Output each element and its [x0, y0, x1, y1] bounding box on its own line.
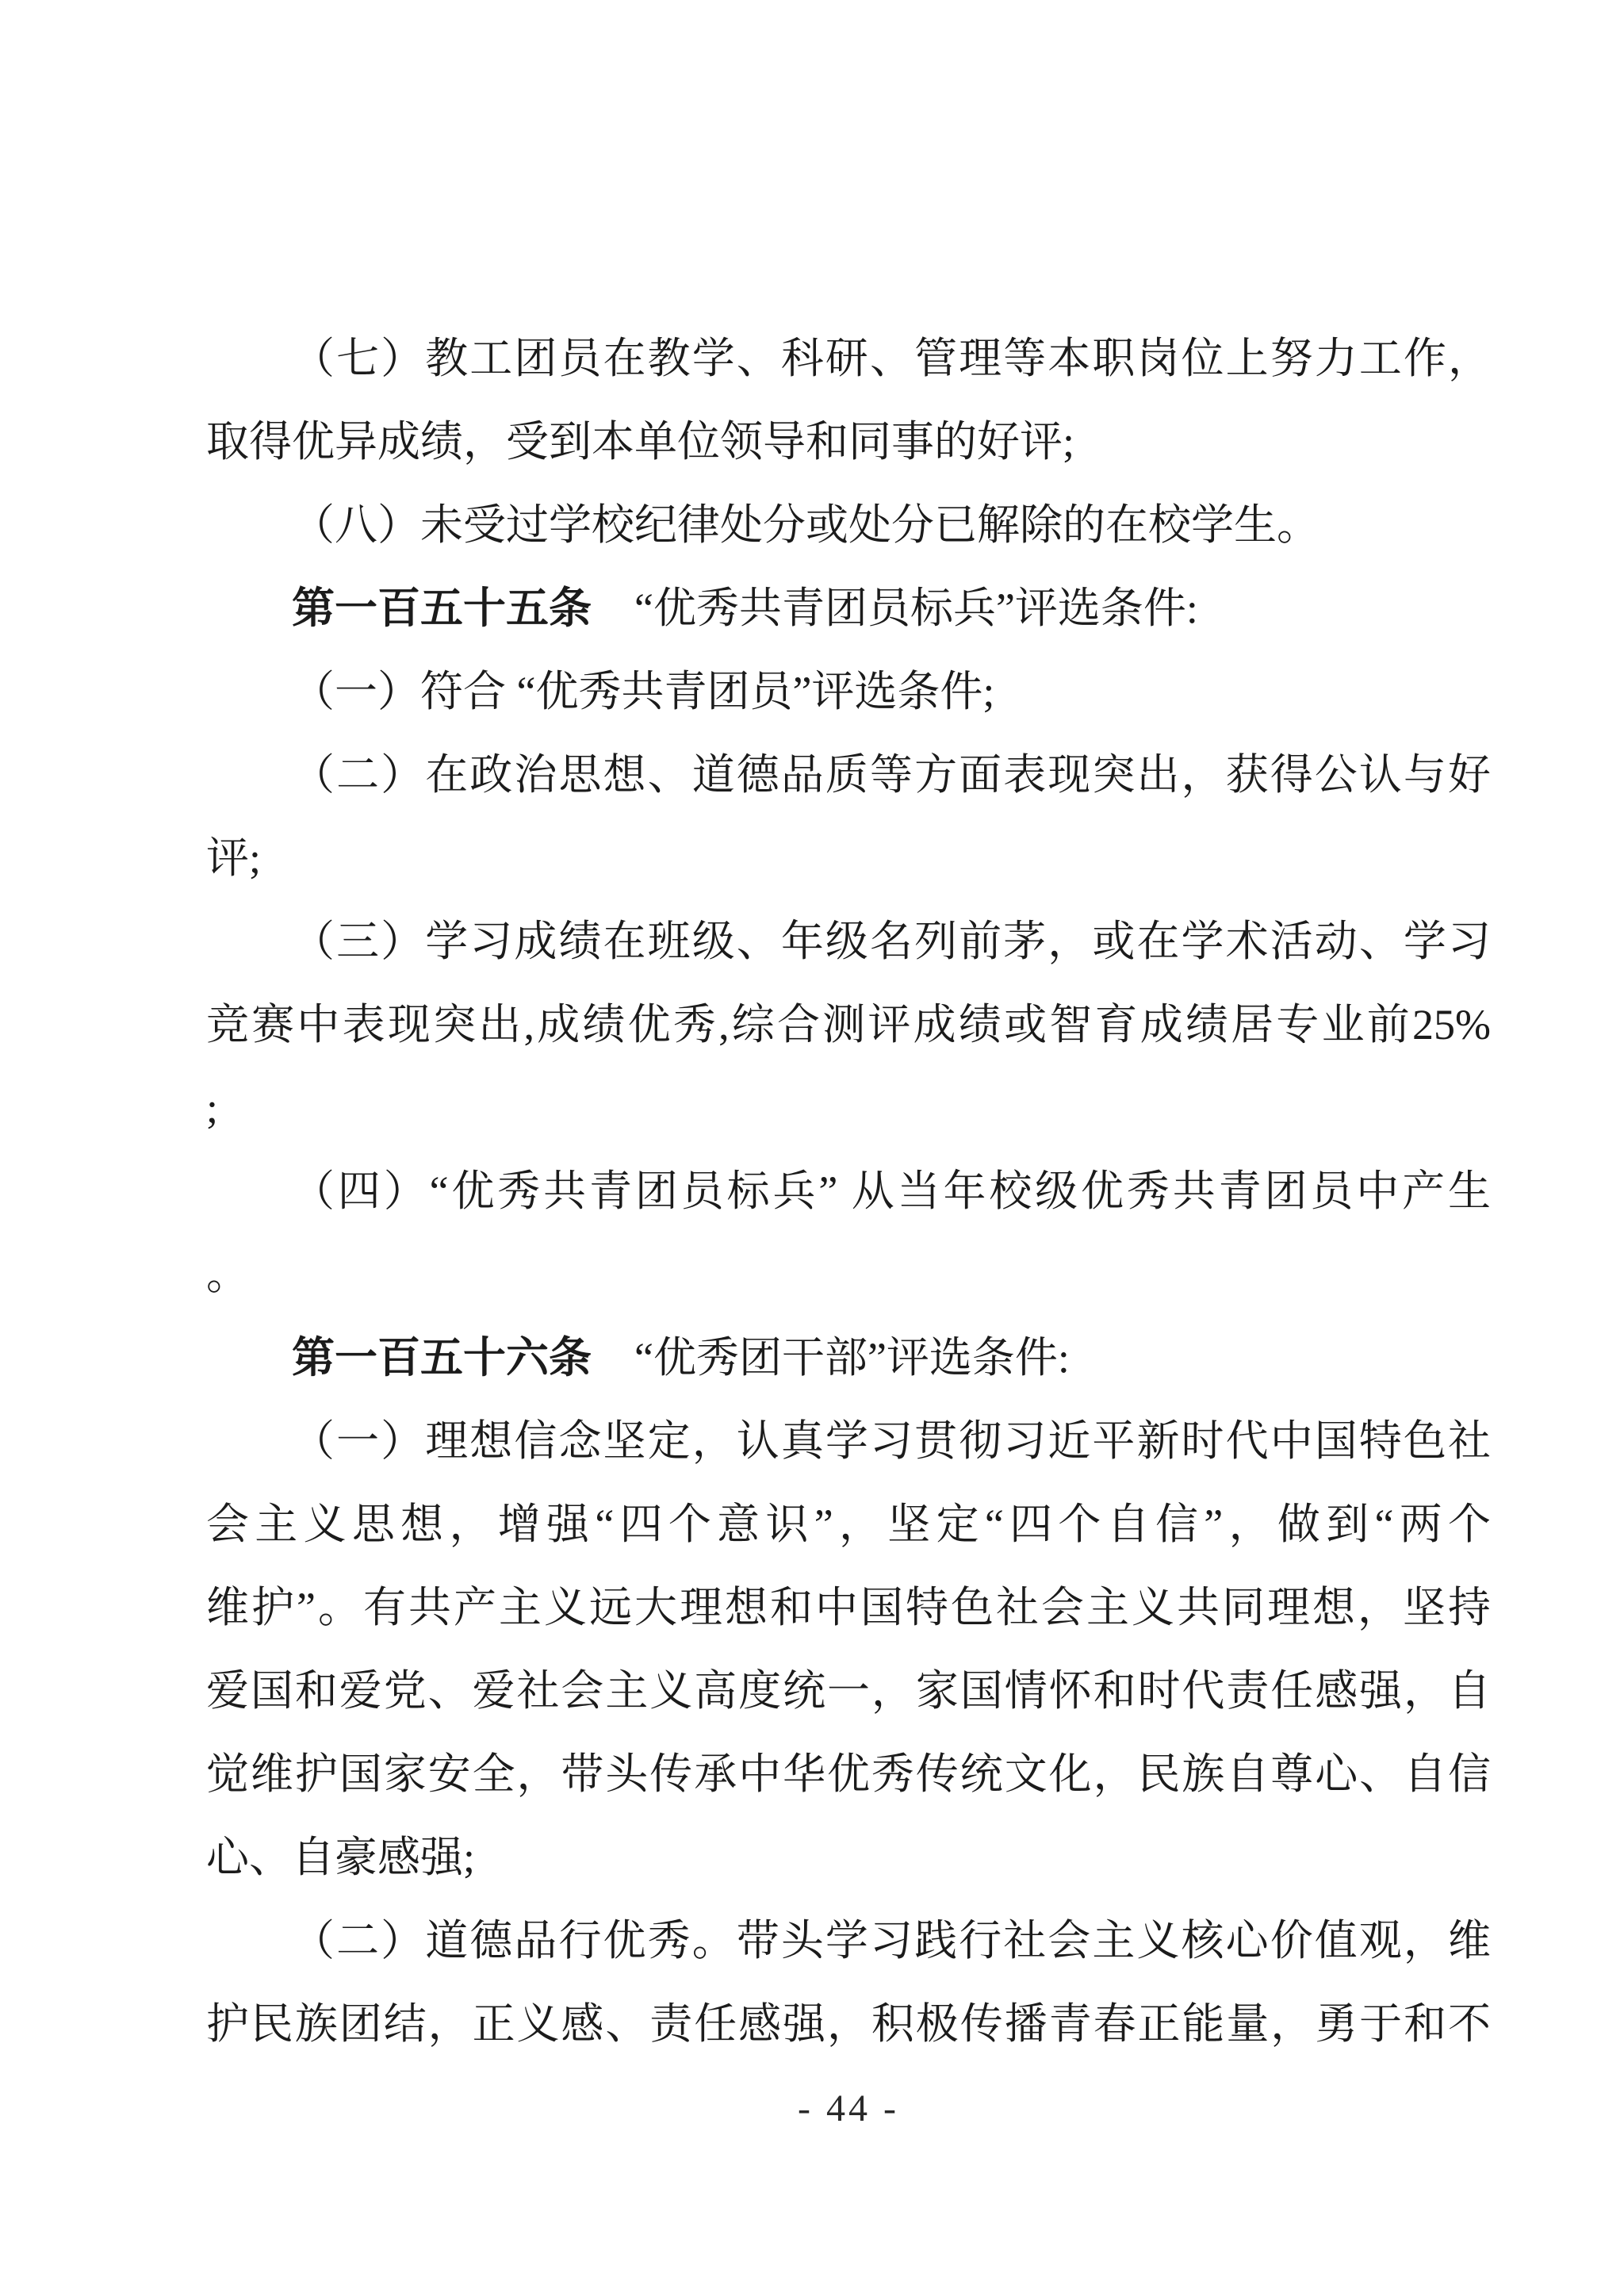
line-text: （三）学习成绩在班级、年级名列前茅，或在学术活动、学习 [292, 918, 1491, 965]
text-line [206, 401, 1491, 484]
line-text: 觉维护国家安全，带头传承中华优秀传统文化，民族自尊心、自信 [206, 1750, 1491, 1798]
line-text: 取得优异成绩，受到本单位领导和同事的好评; [206, 418, 1075, 466]
text-line [206, 1400, 1491, 1483]
line-text: 维护”。有共产主义远大理想和中国特色社会主义共同理想，坚持 [206, 1584, 1491, 1631]
text-line [206, 1983, 1491, 2066]
text-line [206, 567, 1491, 650]
line-text: 竞赛中表现突出,成绩优秀,综合测评成绩或智育成绩居专业前25% [206, 1001, 1491, 1048]
line-text: （二）在政治思想、道德品质等方面表现突出，获得公认与好 [292, 751, 1491, 799]
line-text: “优秀团干部”评选条件: [592, 1334, 1070, 1382]
text-line [206, 1067, 1491, 1150]
text-line [206, 1899, 1491, 1983]
text-line [206, 317, 1491, 401]
text-line [206, 817, 1491, 900]
article-number: 第一百五十六条 [292, 1334, 592, 1382]
line-text: 心、自豪感强; [206, 1834, 476, 1881]
line-text: 。 [206, 1251, 249, 1298]
line-text: （八）未受过学校纪律处分或处分已解除的在校学生。 [292, 501, 1320, 549]
text-line [206, 983, 1491, 1067]
line-text: （四）“优秀共青团员标兵” 从当年校级优秀共青团员中产生 [292, 1167, 1491, 1215]
text-line [206, 1150, 1491, 1233]
line-text: 评; [206, 834, 262, 882]
line-text: 护民族团结，正义感、责任感强，积极传播青春正能量，勇于和不 [206, 2000, 1491, 2048]
text-line [206, 1733, 1491, 1816]
text-line [206, 734, 1491, 817]
text-line [206, 1483, 1491, 1566]
text-line [206, 900, 1491, 983]
text-line [206, 1233, 1491, 1317]
line-text: 会主义思想，增强“四个意识”，坚定“四个自信”，做到“两个 [206, 1501, 1491, 1548]
text-line [206, 1816, 1491, 1899]
line-text: “优秀共青团员标兵”评选条件: [592, 585, 1198, 632]
text-line [206, 650, 1491, 734]
page-number: - 44 - [798, 2087, 899, 2129]
line-text: （七）教工团员在教学、科研、管理等本职岗位上努力工作， [292, 335, 1491, 382]
document-body [206, 317, 1491, 2066]
article-number: 第一百五十五条 [292, 585, 592, 632]
line-text: （一）理想信念坚定，认真学习贯彻习近平新时代中国特色社 [292, 1417, 1491, 1465]
line-text: （二）道德品行优秀。带头学习践行社会主义核心价值观，维 [292, 1917, 1491, 1964]
text-line [206, 1317, 1491, 1400]
line-text: 爱国和爱党、爱社会主义高度统一，家国情怀和时代责任感强，自 [206, 1667, 1491, 1715]
text-line [206, 1650, 1491, 1733]
text-line [206, 484, 1491, 567]
line-text: ; [206, 1084, 219, 1132]
line-text: （一）符合 “优秀共青团员”评选条件; [292, 668, 995, 715]
text-line [206, 1566, 1491, 1650]
